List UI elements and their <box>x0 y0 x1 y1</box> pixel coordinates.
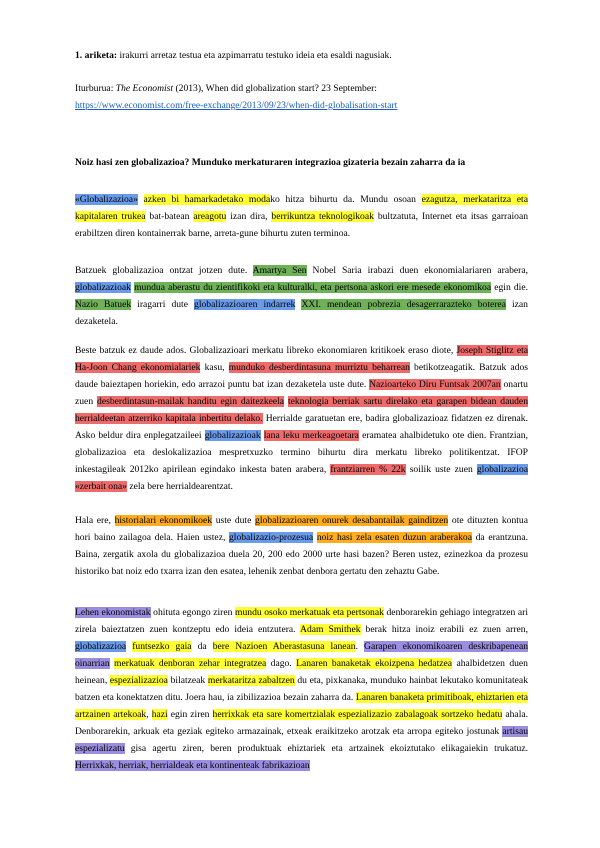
highlighted-phrase: azken bi hamarkadetako moda <box>143 194 271 205</box>
highlighted-phrase: «zerbait ona» <box>75 481 127 492</box>
highlighted-phrase: globalizazioaren onurek desabantailak gainditzen <box>255 515 449 526</box>
text-run: izan dira, <box>226 211 272 222</box>
text-run: ahalbidetzen duen heinean, <box>75 658 528 686</box>
highlighted-phrase: globalizazioa <box>75 641 127 652</box>
source-details: (2013), When did globalization start? 23 September: <box>173 83 377 94</box>
highlighted-phrase: globalizazioak <box>75 282 131 293</box>
text-run: ko hitza bihurtu da. Mundu osoan <box>270 194 422 205</box>
text-run <box>138 194 144 205</box>
paragraph-3 <box>75 342 528 495</box>
highlighted-phrase: hazi <box>151 709 168 720</box>
text-run: berak hitza inoiz erabili ez zuen arren, <box>360 624 529 635</box>
text-run: , <box>146 709 152 720</box>
source-publication: The Economist <box>115 83 174 94</box>
text-run: iragarri dute <box>131 299 195 310</box>
highlighted-phrase: herrixkak eta sare komertzialak espezializazio zabalagoak sortzeko hedatu <box>212 709 503 720</box>
text-run: zela bere herrialdearentzat. <box>126 481 233 492</box>
source-link[interactable]: https://www.economist.com/free-exchange/2013/09/23/when-did-globalisation-start <box>75 100 398 111</box>
highlighted-phrase: noiz hasi zela esaten duzun araberakoa <box>316 532 472 543</box>
highlighted-phrase: bere Nazioen Aberastasuna lanean <box>212 641 356 652</box>
highlighted-phrase: globalizazioak <box>204 430 261 441</box>
article-heading: Noiz hasi zen globalizazioa? Munduko merkaturaren integrazioa gizateria bezain zaharra da ia <box>75 157 466 168</box>
highlighted-phrase: funtsezko gaia <box>132 641 192 652</box>
text-run: ahala. Denborarekin, arkuak eta geziak egiteko armazainak, etxeak eraikitzeko arotzak eta arropa egiteko jostunak <box>75 709 529 737</box>
text-run: dago. <box>266 658 297 669</box>
highlighted-phrase: berrikuntza teknologikoak <box>271 211 374 222</box>
text-run: du eta, pixkanaka, munduko hainbat lekutako komunitateak batzen eta konektatzen ditu. Joera hau, ia zibilizazioa bezain zaharra da. <box>75 675 528 703</box>
paragraph-4 <box>75 512 528 580</box>
highlighted-phrase: Herrixkak, herriak, herrialdeak eta kontinenteak fabrikazioan <box>75 760 310 771</box>
text-run: bilatzeak <box>167 675 208 686</box>
highlighted-phrase: Lehen ekonomistak <box>75 607 151 618</box>
text-run: Nobel Saria irabazi duen ekonomialariaren arabera, <box>306 265 528 276</box>
source-citation <box>75 80 528 114</box>
text-run: eramatea ahalbidetuko ote dien. Frantzian, globalizazioa eta deslokalizazioa mespretxuzko termino bihurtu dira merkatu libreko politikentzat. IFOP inkestagileak 2012ko apirilean egindako inkesta baten arabera, <box>75 430 528 475</box>
text-run: betikotzeagatik. Batzuk ados daude baieztapen horiekin, edo arrazoi puntu bat izan dezaketela uste dute. <box>75 362 528 390</box>
highlighted-phrase: «Globalizazioa» <box>75 194 138 205</box>
text-run: denborarekin gehiago integratzen ari zirela baieztatzen zuen kontzeptu edo ideia entzutera. <box>75 607 528 635</box>
highlighted-phrase: teknologia berriak sartu direlako eta garapen bidean dauden herrialdeetan atzerriko kapitala inbertitu delako. <box>75 396 528 424</box>
paragraph-1 <box>75 191 528 242</box>
source-prefix: Iturburua: <box>75 83 116 94</box>
highlighted-phrase: Adam Smithek <box>300 624 361 635</box>
highlighted-phrase: espezializazioa <box>109 675 168 686</box>
highlighted-phrase: globalizazioaren indarrek <box>194 299 296 310</box>
highlighted-phrase: historialari ekonomikoek <box>114 515 213 526</box>
highlighted-phrase: merkatuak denboran zehar integratzea <box>114 658 267 669</box>
text-run: gisa agertu ziren, beren produktuak ehiztariek eta artzainek ekoiztutako elikagaiekin trukatuz. <box>124 743 528 754</box>
highlighted-phrase: globalizazio-prozesua <box>229 532 314 543</box>
highlighted-phrase: Joseph Stiglitz eta Ha-Joon Chang ekonomialariek <box>75 345 529 373</box>
text-run: soilik uste zuen <box>405 464 477 475</box>
highlighted-phrase: mundu osoko merkatuak eta pertsonak <box>235 607 384 618</box>
highlighted-phrase: Nazio Batuek <box>75 299 132 310</box>
text-run: Batzuek globalizazioa ontzat jotzen dute. <box>75 265 253 276</box>
text-run: egin die. <box>491 282 529 293</box>
highlighted-phrase: globalizazioa <box>476 464 528 475</box>
highlighted-phrase: mundua aberastu du zientifikoki eta kulturalki, eta pertsona askori ere mesede ekonomikoa <box>134 282 492 293</box>
text-run: bat-batean <box>145 211 194 222</box>
highlighted-phrase: ezagutza, merkataritza eta kapitalaren trukea <box>75 194 528 222</box>
highlighted-phrase: desberdintasun-mailak handitu egin daitezkeela <box>97 396 285 407</box>
highlighted-phrase: merkataritza zabaltzen <box>207 675 295 686</box>
highlighted-phrase: Amartya Sen <box>252 265 307 276</box>
text-run: ohituta egongo ziren <box>150 607 236 618</box>
text-run: kasu, <box>200 362 229 373</box>
text-run: bultzatuta, Internet eta itsas garraioan erabiltzen diren kontainerrak barne, arreta-gune bihurtu zuten terminoa. <box>75 211 529 239</box>
highlighted-phrase: frantziarren % 22k <box>330 464 406 475</box>
text-run: uste dute <box>212 515 256 526</box>
text-run: onartu zuen <box>75 379 528 407</box>
text-run: . <box>355 641 365 652</box>
highlighted-phrase: XXI. mendean pobrezia desagerrarazteko boterea <box>301 299 506 310</box>
highlighted-phrase: lana leku merkeagoetara <box>263 430 359 441</box>
highlighted-phrase: Garapen ekonomikoaren deskribapenean oinarrian <box>75 641 528 669</box>
paragraph-2 <box>75 262 528 330</box>
highlighted-phrase: artisau espezializatu <box>75 726 528 754</box>
paragraph-5 <box>75 604 528 774</box>
highlighted-phrase: Nazioarteko Diru Funtsak 2007an <box>369 379 501 390</box>
highlighted-phrase: Lanaren banaketa primitiboak, ehiztarien eta artzainen artekoak <box>75 692 528 720</box>
text-run: Beste batzuk ez daude ados. Globalizazioari merkatu libreko ekonomiaren kritikoek eraso diote, <box>75 345 457 356</box>
exercise-text: irakurri arretaz testua eta azpimarratu testuko ideia eta esaldi nagusiak. <box>117 50 392 61</box>
exercise-instruction <box>75 47 528 64</box>
text-run: izan dezaketela. <box>75 299 528 327</box>
text-run: ote dituzten kontua hori baino zailagoa dela. Haien ustez, <box>75 515 528 543</box>
text-run: egin ziren <box>167 709 213 720</box>
highlighted-phrase: Lanaren banaketak ekoizpena hedatzea <box>296 658 453 669</box>
exercise-label: 1. ariketa: <box>75 50 118 61</box>
text-run: Hala ere, <box>75 515 115 526</box>
text-run: da <box>191 641 213 652</box>
text-run: da erantzuna. Baina, zergatik axola du globalizazioa duela 20, 200 edo 2000 urte hasi bazen? Beren ustez, ezinezkoa da prozesu historiko bat noiz edo txarra izan den esatea, lehenik zenbat denbora gertatu den zehaztu Gabe. <box>75 532 528 577</box>
highlighted-phrase: areagotu <box>193 211 227 222</box>
text-run: Herrialde garatuetan ere, badira globalizazioaz fidatzen ez direnak. Asko beldur dira enplegatzaileei <box>75 413 528 441</box>
highlighted-phrase: munduko desberdintasuna murriztu beharrean <box>228 362 410 373</box>
